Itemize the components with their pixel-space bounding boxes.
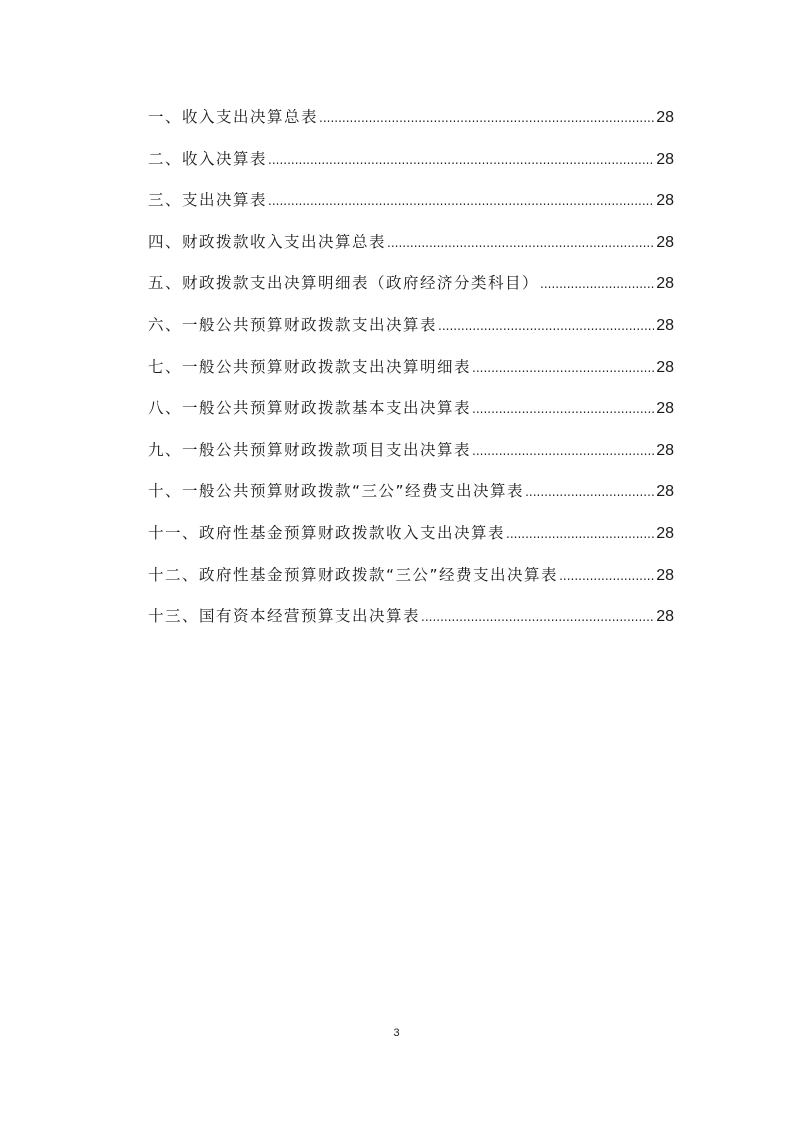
toc-entry-page: 28 xyxy=(656,608,674,626)
toc-entry-title: 八、一般公共预算财政拨款基本支出决算表 xyxy=(148,399,472,418)
toc-entry-title: 九、一般公共预算财政拨款项目支出决算表 xyxy=(148,440,472,459)
toc-entry[interactable] xyxy=(148,188,674,230)
toc-dot-leader xyxy=(540,272,654,296)
toc-dot-leader xyxy=(525,480,654,504)
toc-entry-page: 28 xyxy=(656,524,674,542)
toc-entry-title: 十三、国有资本经营预算支出决算表 xyxy=(148,607,421,626)
toc-entry[interactable] xyxy=(148,438,674,480)
toc-dot-leader xyxy=(472,439,654,463)
toc-entry-title: 七、一般公共预算财政拨款支出决算明细表 xyxy=(148,357,472,376)
toc-entry-title: 十二、政府性基金预算财政拨款“三公”经费支出决算表 xyxy=(148,565,559,584)
toc-entry[interactable] xyxy=(148,396,674,438)
toc-entry-page: 28 xyxy=(656,441,674,459)
toc-entry-page: 28 xyxy=(656,483,674,501)
toc-dot-leader xyxy=(421,605,654,629)
toc-entry-title: 三、支出决算表 xyxy=(148,191,268,210)
toc-entry-page: 28 xyxy=(656,150,674,168)
toc-entry-title: 十一、政府性基金预算财政拨款收入支出决算表 xyxy=(148,523,506,542)
toc-entry[interactable] xyxy=(148,105,674,147)
toc-entry-title: 四、财政拨款收入支出决算总表 xyxy=(148,232,387,251)
toc-entry-title: 十、一般公共预算财政拨款“三公”经费支出决算表 xyxy=(148,482,525,501)
toc-dot-leader xyxy=(268,189,654,213)
toc-entry-title: 五、财政拨款支出决算明细表（政府经济分类科目） xyxy=(148,274,540,293)
toc-entry-page: 28 xyxy=(656,400,674,418)
toc-entry-title: 六、一般公共预算财政拨款支出决算表 xyxy=(148,315,438,334)
toc-entry[interactable] xyxy=(148,521,674,563)
page-number: 3 xyxy=(393,1027,400,1039)
toc-dot-leader xyxy=(472,397,654,421)
table-of-contents xyxy=(148,105,674,646)
toc-entry-title: 一、收入支出决算总表 xyxy=(148,108,319,126)
toc-entry[interactable] xyxy=(148,355,674,397)
toc-entry[interactable] xyxy=(148,230,674,272)
toc-entry-page: 28 xyxy=(656,192,674,210)
toc-entry[interactable] xyxy=(148,479,674,521)
toc-entry[interactable] xyxy=(148,604,674,646)
toc-entry[interactable] xyxy=(148,313,674,355)
toc-entry[interactable] xyxy=(148,147,674,189)
toc-dot-leader xyxy=(387,231,654,255)
toc-entry[interactable] xyxy=(148,271,674,313)
toc-entry-page: 28 xyxy=(656,358,674,376)
toc-entry[interactable] xyxy=(148,563,674,605)
toc-dot-leader xyxy=(438,314,654,338)
toc-entry-page: 28 xyxy=(656,566,674,584)
toc-dot-leader xyxy=(472,356,654,380)
toc-dot-leader xyxy=(506,522,654,546)
toc-entry-page: 28 xyxy=(656,275,674,293)
toc-dot-leader xyxy=(559,564,654,588)
toc-entry-page: 28 xyxy=(656,316,674,334)
toc-entry-page: 28 xyxy=(656,233,674,251)
toc-dot-leader xyxy=(319,106,654,130)
toc-dot-leader xyxy=(268,148,654,172)
toc-entry-page: 28 xyxy=(656,109,674,126)
toc-entry-title: 二、收入决算表 xyxy=(148,149,268,168)
